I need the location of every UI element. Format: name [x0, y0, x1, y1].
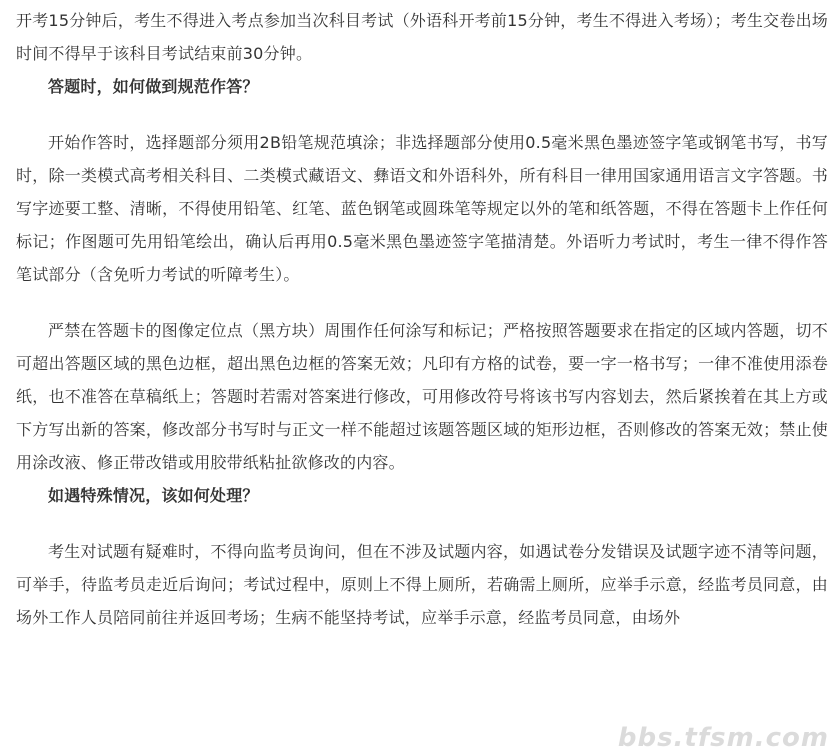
paragraph-answering-tools: 开始作答时，选择题部分须用2B铅笔规范填涂；非选择题部分使用0.5毫米黑色墨迹签字笔或钢笔书写，书写时，除一类模式高考相关科目、二类模式藏语文、彝语文和外语科外，所有科目一律用国家通用语言文字答题。书写字迹要工整、清晰，不得使用铅笔、红笔、蓝色钢笔或圆珠笔等规定以外的笔和纸答题，不得在答题卡上作任何标记；作图题可先用铅笔绘出，确认后再用0.5毫米黑色墨迹签字笔描清楚。外语听力考试时，考生一律不得作答笔试部分（含免听力考试的听障考生）。 — [16, 133, 828, 284]
paragraph-special-cases: 考生对试题有疑难时，不得向监考员询问，但在不涉及试题内容，如遇试卷分发错误及试题字迹不清等问题，可举手，待监考员走近后询问；考试过程中，原则上不得上厕所，若确需上厕所，应举手示意，经监考员同意，由场外工作人员陪同前往并返回考场；生病不能坚持考试，应举手示意，经监考员同意，由场外 — [16, 542, 828, 627]
paragraph-answer-sheet-rules: 严禁在答题卡的图像定位点（黑方块）周围作任何涂写和标记；严格按照答题要求在指定的区域内答题，切不可超出答题区域的黑色边框，超出黑色边框的答案无效；凡印有方格的试卷，要一字一格书写；一律不准使用添卷纸，也不准答在草稿纸上；答题时若需对答案进行修改，可用修改符号将该书写内容划去，然后紧挨着在其上方或下方写出新的答案，修改部分书写时与正文一样不能超过该题答题区域的矩形边框，否则修改的答案无效；禁止使用涂改液、修正带改错或用胶带纸粘扯欲修改的内容。 — [16, 321, 828, 472]
paragraph-admission-rules: 开考15分钟后，考生不得进入考点参加当次科目考试（外语科开考前15分钟，考生不得进入考场）；考生交卷出场时间不得早于该科目考试结束前30分钟。 — [16, 11, 828, 63]
section-heading-answering: 答题时，如何做到规范作答？ — [48, 77, 259, 96]
site-watermark: bbs.tfsm.com — [617, 723, 829, 753]
section-heading-special-cases: 如遇特殊情况，该如何处理？ — [48, 486, 259, 505]
article-body — [16, 4, 828, 634]
